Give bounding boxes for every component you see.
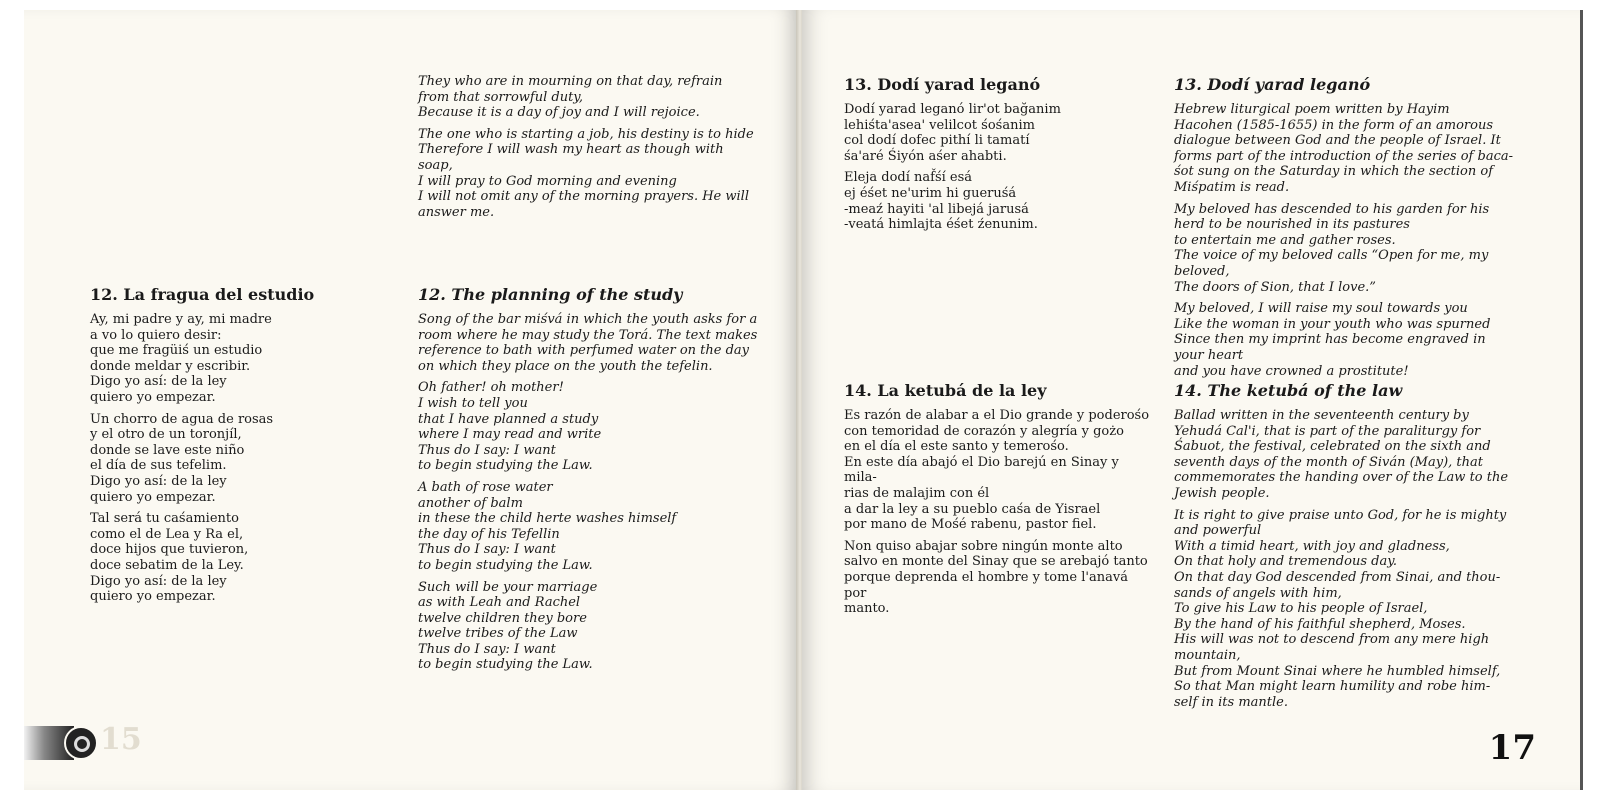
song-12-title-spanish: 12. La fragua del estudio	[90, 285, 315, 304]
song-13-title-spanish: 13. Dodí yarad leganó	[844, 75, 1041, 94]
english-stanza-3: Such will be your marriage as with Leah and Rachel twelve children they bore twelve tribes of the Law Thus do I say: I want to begin studying the Law.	[418, 579, 598, 673]
song-14-english-stanza: It is right to give praise unto God, for he is mighty and powerful With a timid heart, with joy and gladness, On that holy and tremendous day. On that day God descended from Sinai, and thou- sands of angels with him, To give his Law to his people of Israel, By the hand of his faithful shepherd, Moses. His will was not to descend from any mere high mountain, But from Mount Sinai where he humbled himself, So that Man might learn humility and robe him- self in its mantle.	[1174, 507, 1507, 710]
song-13-title-english: 13. Dodí yarad leganó	[1174, 75, 1371, 94]
page-number: 17	[1488, 728, 1536, 768]
right-page	[802, 10, 1580, 790]
song-13-english-stanza-2: My beloved, I will raise my soul towards you Like the woman in your youth who was spurned Since then my imprint has become engraved in your heart and you have crowned a prostitute!	[1174, 301, 1491, 379]
english-stanza-prev-2: The one who is starting a job, his destiny is to hide Therefore I will wash my heart as though with soap, I will pray to God morning and evening I will not omit any of the morning prayers. He will answer me.	[418, 126, 754, 220]
stanza-2: Un chorro de agua de rosas y el otro de un toronjíl, donde se lave este niño el día de sus tefelim. Digo yo así: de la ley quiero yo empezar.	[90, 411, 274, 505]
stanza-3: Tal será tu caśamiento como el de Lea y Ra el, doce hijos que tuvieron, doce sebatim de la Ley. Digo yo así: de la ley quiero yo empezar.	[90, 511, 249, 605]
english-stanza-1: Oh father! oh mother! I wish to tell you that I have planned a study where I may read and write Thus do I say: I want to begin studying the Law.	[418, 380, 602, 474]
left-column-spanish	[90, 286, 390, 611]
left-column-english-top	[418, 74, 758, 226]
ghost-page-number: 15	[100, 722, 142, 757]
spiral-logo-icon	[64, 726, 98, 760]
song-14-intro: Ballad written in the seventeenth century by Yehudá Cal'i, that is part of the paraliturgy for Śabuot, the festival, celebrated on the sixth and seventh days of the month of Siván (May), that commemorates the handing over of the Law to the Jewish people.	[1174, 408, 1509, 501]
right-column-english-14	[1174, 382, 1534, 716]
left-column-english	[418, 286, 758, 679]
english-stanza-2: A bath of rose water another of balm in these the child herte washes himself the day of his Tefellin Thus do I say: I want to begin studying the Law.	[418, 479, 677, 573]
right-column-spanish-14	[844, 382, 1154, 623]
song-12-intro: Song of the bar miśvá in which the youth asks for a room where he may study the Torá. The text makes reference to bath with perfumed water on the day on which they place on the youth the tefelin.	[418, 312, 758, 374]
song-13-english-stanza-1: My beloved has descended to his garden for his herd to be nourished in its pastures to entertain me and gather roses. The voice of my beloved calls “Open for me, my beloved, The doors of Sion, that I love.”	[1174, 201, 1490, 295]
song-13-stanza-1: Dodí yarad leganó lir'ot bağanim lehiśta'asea' velilcot śośanim col dodí dofec pithí li tamatí śa'aré Śiyón aśer ahabti.	[844, 102, 1061, 164]
song-14-stanza-2: Non quiso abajar sobre ningún monte alto salvo en monte del Sinay que se arebajó tanto porque deprenda el hombre y tome l'anavá por manto.	[844, 538, 1148, 617]
right-column-spanish	[844, 76, 1144, 239]
song-14-title-english: 14. The ketubá of the law	[1174, 381, 1403, 400]
stanza-1: Ay, mi padre y ay, mi madre a vo lo quiero desir: que me fragüiś un estudio donde meldar y escribir. Digo yo así: de la ley quiero yo empezar.	[90, 312, 272, 405]
song-13-intro: Hebrew liturgical poem written by Hayim Hacohen (1585-1655) in the form of an amorous dialogue between God and the people of Israel. It forms part of the introduction of the series of baca- śot sung on the Saturday in which the section of Miśpatim is read.	[1174, 102, 1513, 195]
song-12-title-english: 12. The planning of the study	[418, 285, 683, 304]
english-stanza-prev-1: They who are in mourning on that day, refrain from that sorrowful duty, Because it is a day of joy and I will rejoice.	[418, 74, 723, 121]
left-page	[24, 10, 798, 790]
right-column-english	[1174, 76, 1534, 385]
song-13-stanza-2: Eleja dodí naf̌śí esá ej éśet ne'urim hi gueruśá -meaź hayiti 'al libejá jarusá -veatá himlajta éśet źenunim.	[844, 170, 1038, 233]
song-14-stanza-1: Es razón de alabar a el Dio grande y poderośo con temoridad de corazón y alegría y gożo en el día el este santo y temerośo. En este día abajó el Dio barejú en Sinay y mila- rias de malajim con él a dar la ley a su pueblo caśa de Yisrael por mano de Mośé rabenu, pastor fiel.	[844, 408, 1150, 533]
song-14-title-spanish: 14. La ketubá de la ley	[844, 381, 1047, 400]
